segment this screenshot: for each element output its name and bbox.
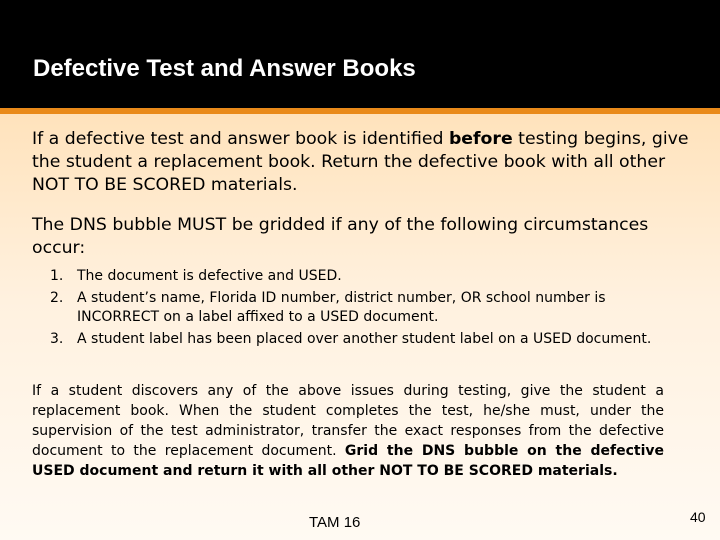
paragraph-replacement-end: testing begins, give the student a replacement book. Return the defective book with all other NOT TO BE SCORED materials. (32, 129, 689, 195)
list-item (50, 289, 660, 327)
list-item-number: 2. (50, 290, 64, 306)
title-bar-stripe (0, 108, 720, 114)
paragraph-dns: The DNS bubble MUST be gridded if any of the following circumstances occur: (32, 215, 649, 258)
list-item-text: The document is defective and USED. (77, 268, 342, 284)
title-bar (0, 0, 720, 108)
page-number: 40 (690, 509, 706, 525)
paragraph-discovery-emphasis: Grid the DNS bubble on the defective USED document and return it with all other NOT TO BE SCORED materials. (32, 443, 664, 479)
footer-label: TAM 16 (309, 514, 361, 531)
emphasis-before: before (448, 129, 513, 149)
paragraph-discovery (32, 381, 664, 481)
paragraph-replacement (32, 128, 692, 197)
list-item-number: 1. (50, 268, 64, 284)
slide-title: Defective Test and Answer Books (33, 55, 416, 82)
list-item-number: 3. (50, 331, 64, 347)
paragraph-discovery-text: If a student discovers any of the above issues during testing, give the student a replacement book. When the student completes the test, he/she must, under the supervision of the test administrator, transfer the exact responses from the defective document to the replacement document. (32, 383, 664, 459)
list-item-text: A student label has been placed over another student label on a USED document. (77, 331, 652, 347)
list-item-text: A student’s name, Florida ID number, district number, OR school number is INCORRECT on a label affixed to a USED document. (77, 290, 606, 325)
list-item (50, 267, 660, 286)
circumstances-list (50, 267, 660, 352)
list-item (50, 330, 660, 349)
paragraph-replacement-start: If a defective test and answer book is identified (32, 129, 449, 149)
